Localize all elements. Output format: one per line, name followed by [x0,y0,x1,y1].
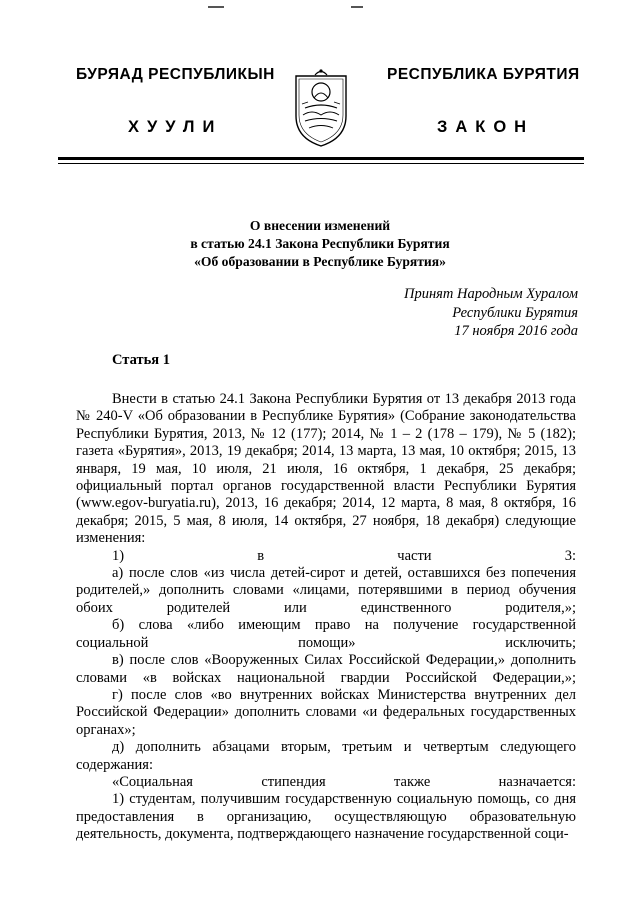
adoption-note-line: 17 ноября 2016 года [454,323,578,339]
body-paragraph: 1) студентам, получившим государственную социальную помощь, со дня предоставления в организацию, осуществляющую образовательную деятельность, документа, подтверждающего назначение государственной соци- [76,791,576,843]
article-heading: Статья 1 [112,352,170,368]
body-paragraph: 1) в части 3: [112,547,576,564]
body-paragraph: д) дополнить абзацами вторым, третьим и четвертым следующего содержания: [76,739,576,773]
header-left-name: БУРЯАД РЕСПУБЛИКЫН [76,66,275,83]
body-paragraph: б) слова «либо имеющим право на получение государственной социальной помощи» исключить; [76,617,576,651]
law-title [100,217,540,271]
header-divider-thin [58,163,584,164]
body-paragraph: г) после слов «во внутренних войсках Министерства внутренних дел Российской Федерации» дополнить словами «и федеральных государственных органах»; [76,686,576,738]
coat-of-arms-emblem [292,68,350,148]
article-body [76,391,576,844]
body-paragraph: Внести в статью 24.1 Закона Республики Бурятия от 13 декабря 2013 года № 240-V «Об образовании в Республике Бурятия» (Собрание законодательства Республики Бурятия, 2013, № 12 (177); 2014, № 1 – 2 (178 – 179), № 5 (182); газета «Бурятия», 2013, 19 декабря; 2014, 13 марта, 13 мая, 10 октября; 2015, 13 января, 19 мая, 10 июля, 21 июля, 16 октября, 1 декабря, 25 декабря; официальный портал органов государственной власти Республики Бурятия (www.egov-buryatia.ru), 2013, 16 декабря; 2014, 12 марта, 8 мая, 8 октября, 16 декабря; 2015, 5 мая, 8 июля, 14 октября, 27 ноября, 18 декабря) следующие изменения: [76,391,576,547]
law-title-line: в статью 24.1 Закона Республики Бурятия [190,236,450,251]
body-paragraph: в) после слов «Вооруженных Силах Российской Федерации,» дополнить словами «в войсках национальной гвардии Российской Федерации,»; [76,652,576,686]
body-paragraph: «Социальная стипендия также назначается: [112,773,576,790]
law-title-line: О внесении изменений [249,218,391,233]
header-divider-thick [58,157,584,160]
adoption-note-line: Республики Бурятия [452,304,578,321]
scan-artifact-mark [208,6,224,8]
adoption-note [404,285,578,341]
header-right-name: РЕСПУБЛИКА БУРЯТИЯ [387,66,580,83]
header-right-doctype: ЗАКОН [437,118,535,136]
body-paragraph: а) после слов «из числа детей-сирот и детей, оставшихся без попечения родителей,» дополнить словами «лицами, потерявшими в период обучения обоих родителей или единственного родителя,»; [76,565,576,616]
header-left-doctype: ХУУЛИ [128,118,223,136]
law-title-line: «Об образовании в Республике Бурятия» [194,254,446,269]
scan-artifact-mark [351,6,363,8]
adoption-note-line: Принят Народным Хуралом [403,286,578,302]
